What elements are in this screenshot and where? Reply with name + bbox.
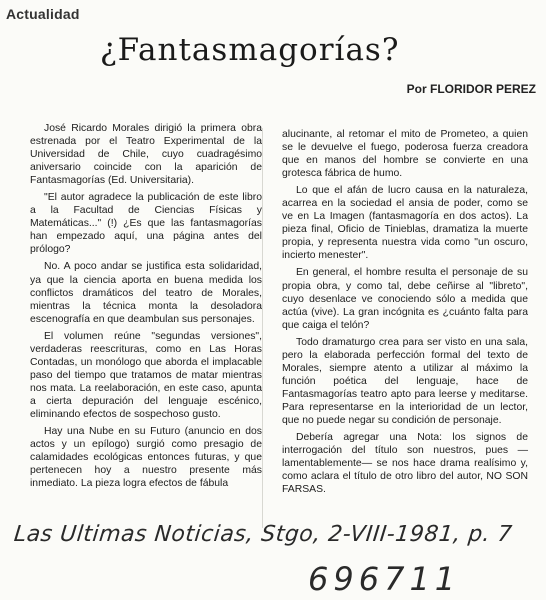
paragraph: El volumen reúne "segundas versiones", verdaderas reescrituras, como en Las Horas Contadas, un monólogo que aborda el implacable paso del tiempo que tratamos de matar mientras nos mata. La reelaboración, en este caso, apunta a cierta depuración del lenguaje escénico, eliminando efectos de sospechoso gusto. [30,330,262,420]
handwritten-catalog-number: 696711 [308,560,461,598]
paragraph: Lo que el afán de lucro causa en la naturaleza, acarrea en la sociedad el ansia de poder, como se ve en La Imagen (fantasmagoría en dos actos). La pieza final, Oficio de Tinieblas, dramatiza la muerte propia, y representa nuestra vida como "un oscuro, incierto menester". [282,185,528,262]
handwritten-source-note: Las Ultimas Noticias, Stgo, 2-VIII-1981, p. 7 [12,522,514,547]
byline: Por FLORIDOR PEREZ [406,82,536,96]
paragraph: "El autor agradece la publicación de este libro a la Facultad de Ciencias Físicas y Matemáticas..." (!) ¿Es que las fantasmagorías han empezado aquí, una página antes del prólogo? [30,192,262,256]
paragraph: Hay una Nube en su Futuro (anuncio en dos actos y un epílogo) surgió como presagio de calamidades ecológicas entonces futuras, y que pertenecen hoy a nuestro presente más inmediato. La pieza logra efectos de fábula [30,426,262,490]
paragraph: No. A poco andar se justifica esta solidaridad, ya que la ciencia aporta en buena medida los conflictos dramáticos del teatro de Morales, mientras la técnica monta la desoladora escenografía en que deambulan sus personajes. [30,261,262,325]
paragraph: Todo dramaturgo crea para ser visto en una sala, pero la elaborada perfección formal del texto de Morales, siempre atento a utilizar al máximo la función poética del lenguaje, hace de Fantasmagorías teatro apto para leerse y meditarse. Para representarse en la interioridad de un lector, que no puede negar su condición de personaje. [282,336,528,426]
paragraph: José Ricardo Morales dirigió la primera obra estrenada por el Teatro Experimental de la Universidad de Chile, cuyo cuadragésimo aniversario coincide con la aparición de Fantasmagorías (Ed. Universitaria). [30,123,262,187]
paragraph: Debería agregar una Nota: los signos de interrogación del título son nuestros, pues —lamentablemente— se nos hace drama realísimo y, como aclara el título de otro libro del autor, NO SON FARSAS. [282,432,528,496]
article-title: ¿Fantasmagorías? [100,32,400,68]
paragraph: En general, el hombre resulta el personaje de su propia obra, y como tal, debe ceñirse al "libreto", cuyo desenlace ve conociendo sólo a medida que actúa (vive). La gran incógnita es ¿cuánto falta para que caiga el telón? [282,267,528,331]
column-divider [262,128,263,528]
paragraph: alucinante, al retomar el mito de Prometeo, a quien se le devuelve el fuego, poderosa fuerza creadora que en manos del hombre se convierte en una grotesca fábrica de humo. [282,129,528,180]
left-column [30,122,262,494]
right-column [282,128,528,500]
section-label: Actualidad [6,6,80,22]
